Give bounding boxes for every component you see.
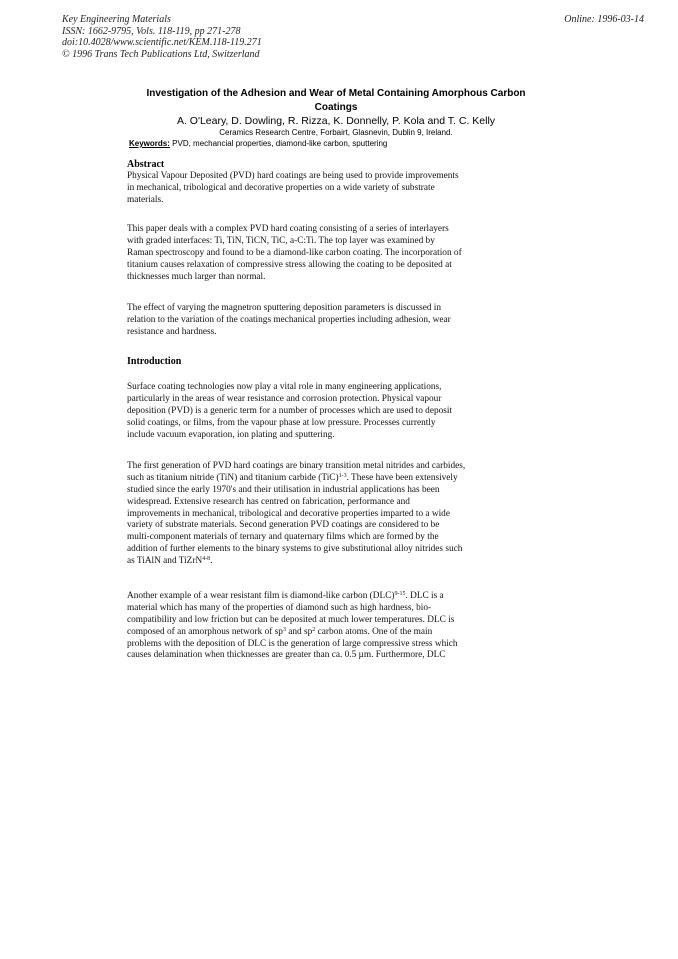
- keywords-text: PVD, mechancial properties, diamond-like carbon, sputtering: [172, 139, 388, 148]
- abstract-paragraph: [127, 224, 537, 283]
- superscript: 2: [312, 626, 316, 633]
- text-line: problems with the deposition of DLC is the generation of large compressive stress which: [127, 638, 458, 649]
- text-line: studied since the early 1970's and their utilisation in industrial applications has been: [127, 484, 440, 495]
- abstract-paragraph: [127, 303, 537, 339]
- text-run: composed of an amorphous network of sp: [127, 626, 283, 637]
- doi-line: doi:10.4028/www.scientific.net/KEM.118-119.271: [62, 37, 262, 49]
- text-line: thicknesses much larger than normal.: [127, 271, 266, 282]
- text-line: The effect of varying the magnetron sputtering deposition parameters is discussed in: [127, 303, 442, 313]
- text-run: Another example of a wear resistant film is diamond-like carbon (DLC): [127, 591, 395, 601]
- text-line: causes delamination when thicknesses are greater than ca. 0.5 µm. Furthermore, DLC: [127, 650, 446, 661]
- text-run: .: [210, 556, 213, 567]
- keywords-label: Keywords:: [129, 139, 170, 148]
- text-line: compatibility and low friction but can be deposited at much lower temperatures. DLC is: [127, 614, 455, 625]
- text-run: such as titanium nitride (TiN) and titanium carbide (TiC): [127, 472, 339, 483]
- journal-header: [62, 14, 262, 60]
- text-line: relation to the variation of the coatings mechanical properties including adhesion, wear: [127, 314, 451, 325]
- text-line: [127, 627, 537, 639]
- text-line: widespread. Extensive research has centred on fabrication, performance and: [127, 496, 410, 507]
- intro-paragraph: [127, 591, 537, 662]
- text-line: Raman spectroscopy and found to be a diamond-like carbon coating. The incorporation of: [127, 247, 462, 258]
- copyright-line: © 1996 Trans Tech Publications Ltd, Switzerland: [62, 48, 260, 60]
- keywords: [129, 138, 387, 150]
- text-run: . These have been extensively: [346, 472, 458, 483]
- superscript: 3: [282, 626, 286, 633]
- text-line: with graded interfaces: Ti, TiN, TiCN, TiC, a-C:Ti. The top layer was examined by: [127, 235, 435, 246]
- issn-line: ISSN: 1662-9795, Vols. 118-119, pp 271-278: [62, 25, 241, 37]
- text-line: [127, 591, 537, 603]
- text-line: particularly in the areas of wear resistance and corrosion protection. Physical vapour: [127, 393, 442, 404]
- abstract-heading: Abstract: [127, 159, 165, 170]
- paper-title: [120, 87, 552, 115]
- affiliation: Ceramics Research Centre, Forbairt, Glasnevin, Dublin 9, Ireland.: [219, 128, 453, 137]
- text-line: solid coatings, or films, from the vapour phase at low pressure. Processes currently: [127, 417, 436, 428]
- text-line: Surface coating technologies now play a vital role in many engineering applications,: [127, 382, 442, 392]
- text-line: variety of substrate materials. Second generation PVD coatings are considered to be: [127, 520, 440, 531]
- text-line: This paper deals with a complex PVD hard coating consisting of a series of interlayers: [127, 224, 449, 234]
- text-line: include vacuum evaporation, ion plating and sputtering.: [127, 429, 335, 440]
- text-line: deposition (PVD) is a generic term for a number of processes which are used to deposit: [127, 405, 453, 416]
- title-line: Coatings: [314, 102, 358, 113]
- text-line: [127, 556, 537, 568]
- text-line: resistance and hardness.: [127, 326, 217, 337]
- text-line: in mechanical, tribological and decorative properties on a wide variety of substrate: [127, 182, 435, 193]
- text-line: addition of further elements to the binary systems to give substitutional alloy nitrides such: [127, 544, 463, 555]
- text-line: titanium causes relaxation of compressive stress allowing the coating to be deposited at: [127, 259, 452, 270]
- citation-superscript: 4-8: [202, 556, 211, 563]
- title-line: Investigation of the Adhesion and Wear of Metal Containing Amorphous Carbon: [146, 88, 526, 99]
- intro-paragraph: [127, 461, 537, 568]
- text-line: [127, 473, 537, 485]
- introduction-heading: Introduction: [127, 356, 182, 367]
- online-date: Online: 1996-03-14: [564, 14, 644, 25]
- abstract-paragraph: [127, 171, 537, 207]
- citation-superscript: 1-3: [338, 472, 347, 479]
- journal-name: Key Engineering Materials: [62, 14, 171, 25]
- text-line: materials.: [127, 194, 164, 205]
- text-run: carbon atoms. One of the main: [315, 626, 433, 637]
- text-line: material which has many of the properties of diamond such as high hardness, bio-: [127, 602, 432, 613]
- text-run: as TiAlN and TiZrN: [127, 556, 203, 567]
- text-line: multi-component materials of ternary and quaternary films which are formed by the: [127, 532, 439, 543]
- text-line: Physical Vapour Deposited (PVD) hard coatings are being used to provide improvements: [127, 171, 459, 181]
- citation-superscript: 9-15: [394, 591, 406, 597]
- text-line: improvements in mechanical, tribological and decorative properties imparted to a wide: [127, 508, 450, 519]
- intro-paragraph: [127, 382, 537, 441]
- author-list: A. O'Leary, D. Dowling, R. Rizza, K. Donnelly, P. Kola and T. C. Kelly: [176, 115, 496, 127]
- text-run: and sp: [285, 626, 313, 637]
- text-run: . DLC is a: [405, 591, 444, 601]
- text-line: The first generation of PVD hard coatings are binary transition metal nitrides and carbides,: [127, 461, 466, 471]
